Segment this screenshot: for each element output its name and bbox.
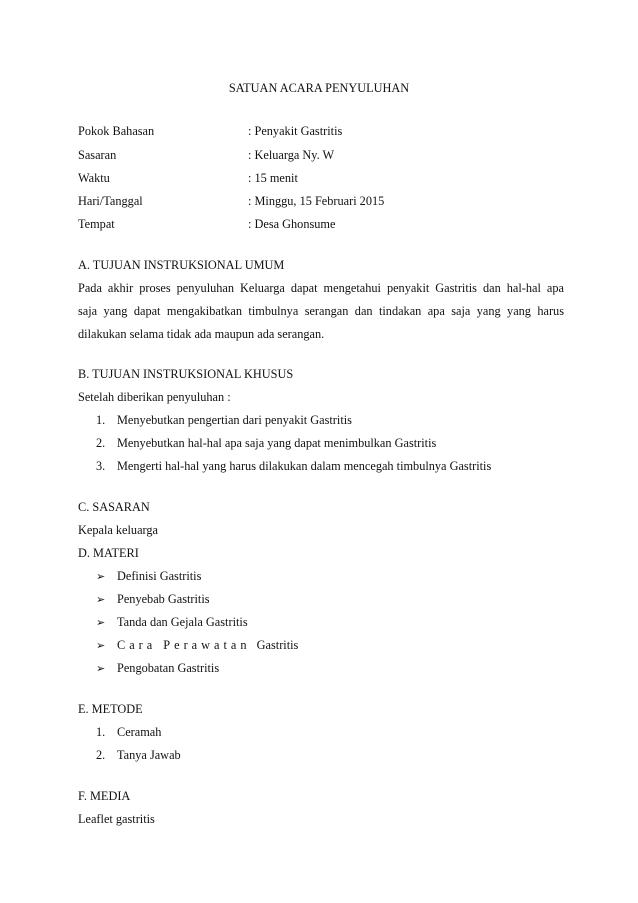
list-item	[96, 748, 181, 763]
list-text: Pengobatan Gastritis	[117, 661, 220, 675]
list-text: Ceramah	[117, 725, 162, 739]
section-a-line-3: dilakukan selama tidak ada maupun ada serangan.	[78, 327, 325, 341]
list-item	[96, 459, 491, 474]
list-number: 3.	[96, 459, 106, 473]
list-text-suffix: Gastritis	[256, 638, 299, 652]
info-row-topic	[78, 124, 578, 142]
list-item	[96, 615, 248, 630]
info-key: Tempat	[78, 217, 115, 231]
list-text: Tanda dan Gejala Gastritis	[117, 615, 248, 629]
info-key: Sasaran	[78, 148, 117, 162]
list-item	[96, 592, 210, 607]
info-row-date	[78, 194, 578, 212]
info-value: : Minggu, 15 Februari 2015	[248, 194, 385, 208]
section-c-text: Kepala keluarga	[78, 523, 159, 537]
section-d-heading: D. MATERI	[78, 546, 139, 560]
section-e-heading: E. METODE	[78, 702, 143, 716]
section-a-heading: A. TUJUAN INSTRUKSIONAL UMUM	[78, 258, 285, 272]
section-f-heading: F. MEDIA	[78, 789, 131, 803]
list-item	[96, 725, 161, 740]
info-key: Hari/Tanggal	[78, 194, 143, 208]
list-number: 1.	[96, 413, 106, 427]
list-text: Penyebab Gastritis	[117, 592, 210, 606]
list-item	[96, 436, 436, 451]
list-text: Definisi Gastritis	[117, 569, 202, 583]
info-value: : Keluarga Ny. W	[248, 148, 335, 162]
info-row-time	[78, 171, 578, 189]
section-b-heading: B. TUJUAN INSTRUKSIONAL KHUSUS	[78, 367, 294, 381]
list-text: Menyebutkan pengertian dari penyakit Gastritis	[117, 413, 352, 427]
list-number: 2.	[96, 436, 106, 450]
section-f-text: Leaflet gastritis	[78, 812, 155, 826]
list-text: Mengerti hal-hal yang harus dilakukan dalam mencegah timbulnya Gastritis	[117, 459, 492, 473]
list-item	[96, 413, 352, 428]
list-text: Menyebutkan hal-hal apa saja yang dapat menimbulkan Gastritis	[117, 436, 437, 450]
info-row-place	[78, 217, 578, 235]
list-item	[96, 661, 219, 676]
section-b-intro: Setelah diberikan penyuluhan :	[78, 390, 231, 404]
list-number: 1.	[96, 725, 106, 739]
list-item	[96, 569, 201, 584]
info-key: Waktu	[78, 171, 110, 185]
list-text: Cara Perawatan	[117, 638, 251, 652]
arrow-bullet-icon: ➢	[96, 570, 106, 583]
list-number: 2.	[96, 748, 106, 762]
section-c-heading: C. SASARAN	[78, 500, 150, 514]
section-a-line-1: Pada akhir proses penyuluhan Keluarga dapat mengetahui penyakit Gastritis dan hal-hal apa	[78, 281, 564, 295]
arrow-bullet-icon: ➢	[96, 662, 106, 675]
arrow-bullet-icon: ➢	[96, 639, 106, 652]
section-a-line-2: saja yang dapat mengakibatkan timbulnya serangan dan tindakan apa saja yang yang harus	[78, 304, 564, 318]
arrow-bullet-icon: ➢	[96, 593, 106, 606]
info-value: : Penyakit Gastritis	[248, 124, 343, 138]
info-key: Pokok Bahasan	[78, 124, 155, 138]
list-item	[96, 638, 298, 653]
info-value: : 15 menit	[248, 171, 298, 185]
document-title: SATUAN ACARA PENYULUHAN	[228, 81, 410, 95]
info-value: : Desa Ghonsume	[248, 217, 336, 231]
info-row-target	[78, 148, 578, 166]
arrow-bullet-icon: ➢	[96, 616, 106, 629]
list-text: Tanya Jawab	[117, 748, 181, 762]
